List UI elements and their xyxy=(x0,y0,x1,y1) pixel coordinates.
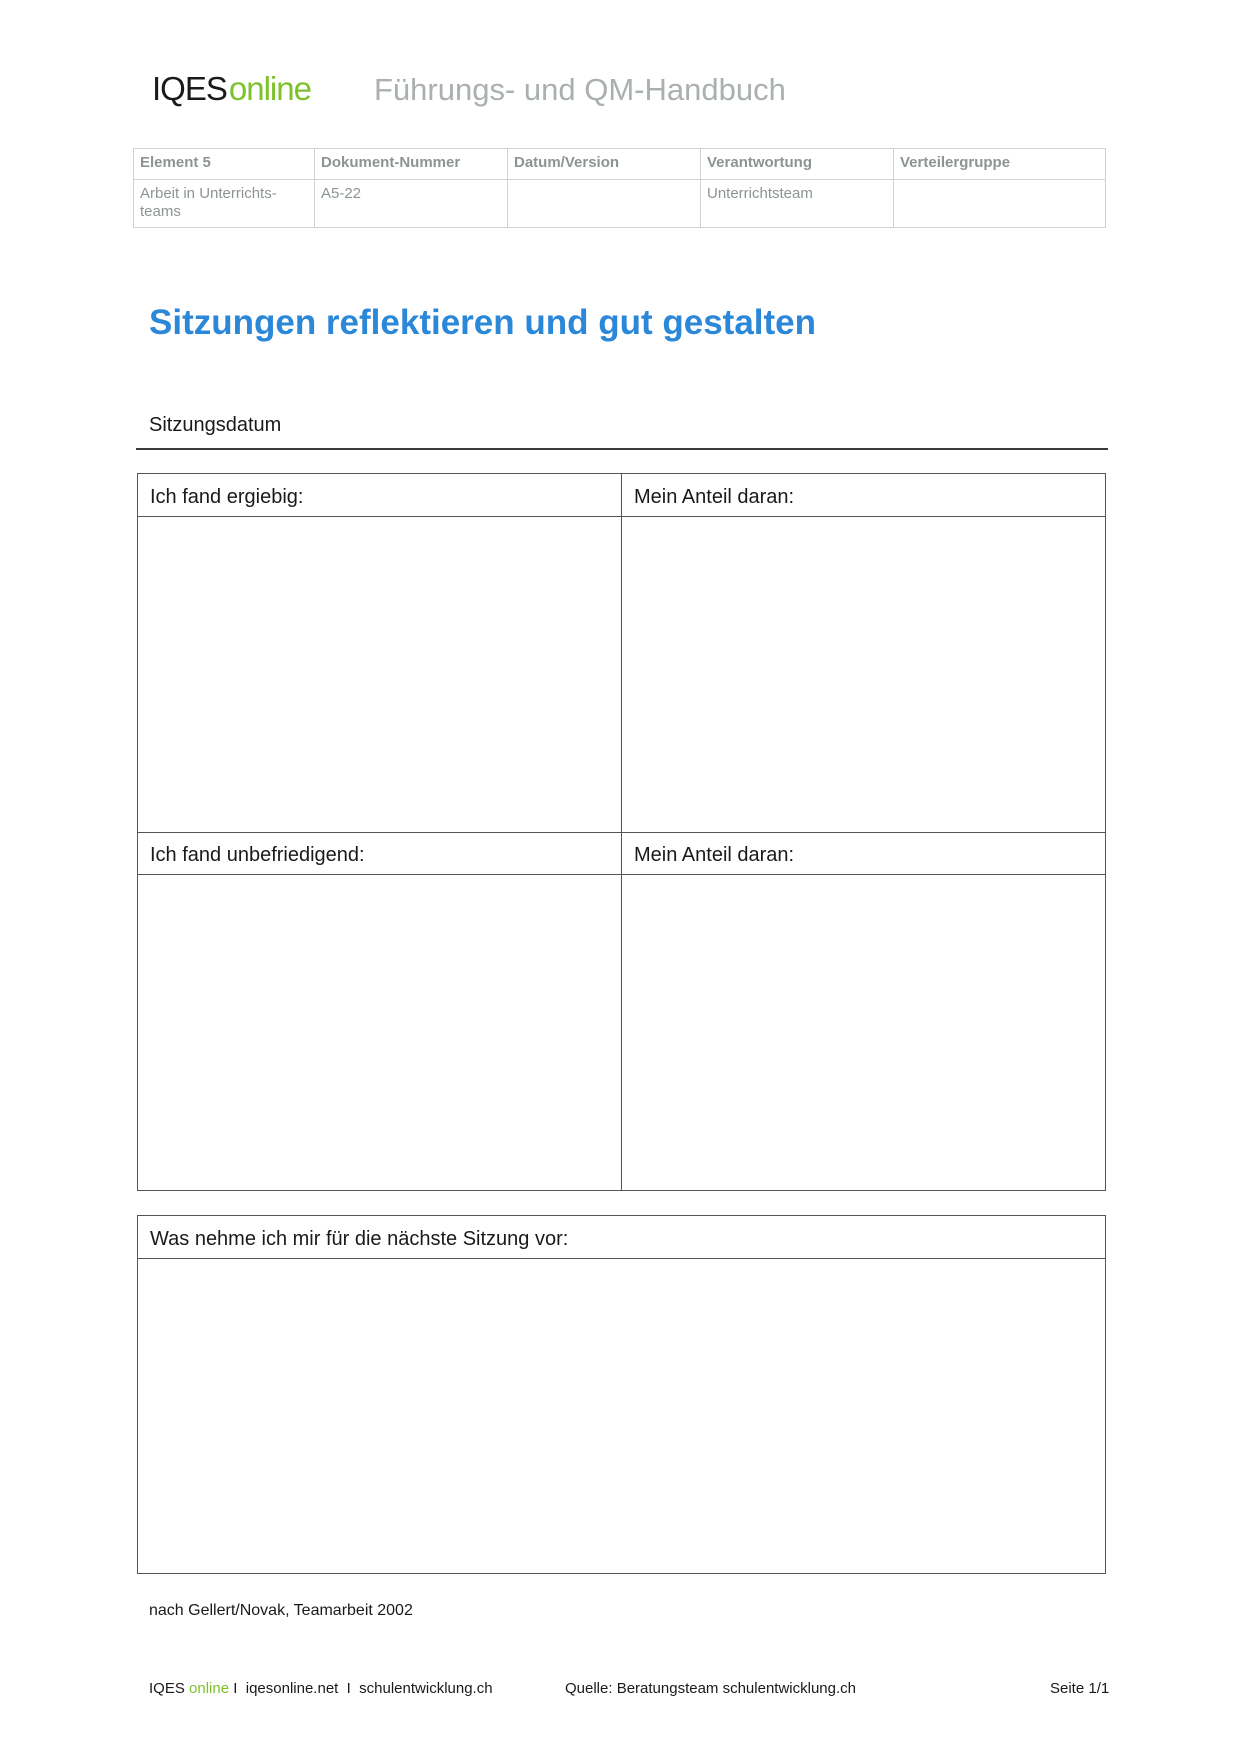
unsatisfying-label: Ich fand unbefriedigend: xyxy=(150,844,365,866)
productive-share-label: Mein Anteil daran: xyxy=(634,486,795,508)
next-session-answer-field[interactable] xyxy=(138,1259,1105,1573)
productive-answer-field[interactable] xyxy=(138,517,621,832)
footer-brand-online: online xyxy=(189,1680,230,1697)
meta-value-element: Arbeit in Unterrichts- teams xyxy=(134,180,315,228)
logo-online-text: online xyxy=(228,70,311,107)
page-title: Sitzungen reflektieren und gut gestalten xyxy=(149,303,817,342)
reflection-grid xyxy=(137,473,1106,1191)
meta-header-responsibility: Verantwortung xyxy=(701,149,894,180)
unsatisfying-share-answer-field[interactable] xyxy=(622,875,1105,1190)
meta-value-distribution-group xyxy=(894,180,1106,228)
unsatisfying-answer-field[interactable] xyxy=(138,875,621,1190)
document-meta-table xyxy=(133,148,1106,228)
footer-brand xyxy=(149,1680,493,1697)
productive-label: Ich fand ergiebig: xyxy=(150,486,304,508)
unsatisfying-share-label: Mein Anteil daran: xyxy=(634,844,795,866)
session-date-label: Sitzungsdatum xyxy=(149,414,282,436)
meta-header-date-version: Datum/Version xyxy=(508,149,701,180)
footer-brand-iqes: IQES xyxy=(149,1680,185,1697)
session-date-line[interactable] xyxy=(136,448,1108,450)
productive-share-answer-field[interactable] xyxy=(622,517,1105,832)
logo-iqes-text: IQES xyxy=(152,70,227,107)
meta-value-responsibility: Unterrichtsteam xyxy=(701,180,894,228)
next-session-box xyxy=(137,1215,1106,1574)
source-note: nach Gellert/Novak, Teamarbeit 2002 xyxy=(149,1602,413,1619)
meta-header-row xyxy=(134,149,1106,180)
footer-links: I iqesonline.net I schulentwicklung.ch xyxy=(233,1680,493,1697)
handbook-title: Führungs- und QM-Handbuch xyxy=(374,72,786,107)
footer-page-number: Seite 1/1 xyxy=(1050,1680,1110,1697)
meta-header-distribution-group: Verteilergruppe xyxy=(894,149,1106,180)
meta-header-document-number: Dokument-Nummer xyxy=(315,149,508,180)
next-session-label: Was nehme ich mir für die nächste Sitzung vor: xyxy=(150,1228,569,1250)
meta-value-document-number: A5-22 xyxy=(315,180,508,228)
meta-value-row xyxy=(134,180,1106,228)
iqes-online-logo xyxy=(152,70,311,110)
meta-value-date-version xyxy=(508,180,701,228)
footer-source: Quelle: Beratungsteam schulentwicklung.ch xyxy=(565,1680,856,1697)
meta-header-element: Element 5 xyxy=(134,149,315,180)
